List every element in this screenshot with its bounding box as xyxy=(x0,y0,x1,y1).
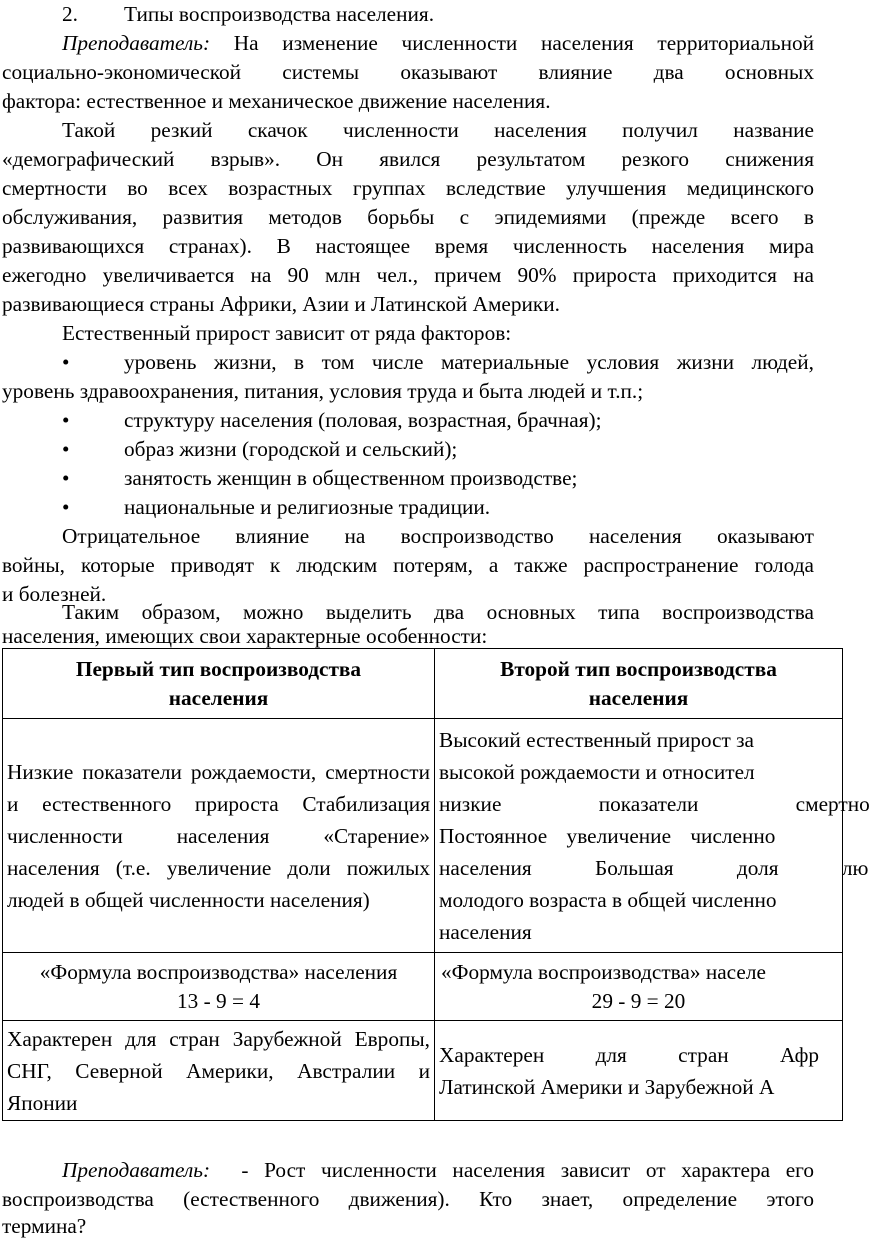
para1-text: На изменение численности населения территориальной xyxy=(233,31,815,55)
para6-text: - Рост численности населения зависит от характера его xyxy=(241,1158,815,1182)
para6-line2: воспроизводства (естественного движения). Кто знает, определение этого xyxy=(2,1187,814,1211)
para2-line3: смертности во всех возрастных группах вследствие улучшения медицинского xyxy=(2,176,814,200)
type2-regions-line: Латинской Америки и Зарубежной А xyxy=(439,1074,775,1099)
type2-regions-line: Характерен для стран Афр xyxy=(439,1042,820,1067)
bullet3: образ жизни (городской и сельский); xyxy=(124,437,458,461)
formula-label: «Формула воспроизводства» населе xyxy=(441,959,766,984)
type2-characteristics xyxy=(435,719,870,953)
para3: Естественный прирост зависит от ряда факторов: xyxy=(62,321,512,345)
para6-line3: термина? xyxy=(2,1214,87,1238)
type1-characteristics: Низкие показатели рождаемости, смертности и естественного прироста Стабилизация численности населения «Старение» населения (т.е. увеличение доли пожилых людей в общей численности населения) xyxy=(3,719,435,953)
table-row xyxy=(3,953,843,1021)
bullet-symbol: • xyxy=(62,495,70,519)
table-row xyxy=(3,719,843,953)
formula-value: 13 - 9 = 4 xyxy=(177,988,260,1013)
type2-char-line: молодого возраста в общей численно xyxy=(439,887,777,912)
para5-line1: Таким образом, можно выделить два основных типа воспроизводства xyxy=(62,600,814,624)
para2-line5: развивающихся странах). В настоящее время численность населения мира xyxy=(2,234,814,258)
para5-line2: населения, имеющих свои характерные особенности: xyxy=(2,624,488,648)
header-type2-line2: населения xyxy=(588,685,689,710)
header-type2-line1: Второй тип воспроизводства xyxy=(500,656,777,681)
para4-line2: войны, которые приводят к людским потерям, а также распространение голода xyxy=(2,553,814,577)
bullet-symbol: • xyxy=(62,408,70,432)
bullet-symbol: • xyxy=(62,437,70,461)
section-number: 2. xyxy=(62,2,78,26)
bullet2: структуру населения (половая, возрастная, брачная); xyxy=(124,408,602,432)
type2-char-line: низкие показатели смертно xyxy=(439,791,870,816)
header-type1-line2: населения xyxy=(168,685,269,710)
type1-regions: Характерен для стран Зарубежной Европы, СНГ, Северной Америки, Австралии и Японии xyxy=(3,1021,435,1121)
para2-line1: Такой резкий скачок численности населения получил название xyxy=(62,118,814,142)
bullet-symbol: • xyxy=(62,350,70,374)
bullet-symbol: • xyxy=(62,466,70,490)
formula-value: 29 - 9 = 20 xyxy=(591,988,686,1013)
bullet1-line1: уровень жизни, в том числе материальные условия жизни людей, xyxy=(124,350,814,374)
para1-line3: фактора: естественное и механическое движение населения. xyxy=(2,89,551,113)
formula-label: «Формула воспроизводства» населения xyxy=(39,959,398,984)
type1-formula xyxy=(3,953,435,1021)
bullet4: занятость женщин в общественном производстве; xyxy=(124,466,578,490)
section-title: Типы воспроизводства населения. xyxy=(124,2,435,26)
para2-line4: обслуживания, развития методов борьбы с эпидемиями (прежде всего в xyxy=(2,205,814,229)
type2-regions xyxy=(435,1021,843,1121)
type2-char-line: населения Большая доля лю xyxy=(439,855,869,880)
table-header-row xyxy=(3,649,843,719)
para2-line6: ежегодно увеличивается на 90 млн чел., причем 90% прироста приходится на xyxy=(2,263,814,287)
para4-line3: и болезней. xyxy=(2,582,107,606)
header-type1-line1: Первый тип воспроизводства xyxy=(75,656,362,681)
speaker-label: Преподаватель: xyxy=(62,31,211,55)
para1-line2: социально-экономической системы оказывают влияние два основных xyxy=(2,60,814,84)
para2-line7: развивающиеся страны Африки, Азии и Латинской Америки. xyxy=(2,292,561,316)
bullet5: национальные и религиозные традиции. xyxy=(124,495,491,519)
speaker-label: Преподаватель: xyxy=(62,1158,211,1182)
para4-line1: Отрицательное влияние на воспроизводство населения оказывают xyxy=(62,524,814,548)
type2-char-line: Постоянное увеличение численно xyxy=(439,823,776,848)
para1-line1 xyxy=(62,29,814,58)
type2-char-line: Высокий естественный прирост за xyxy=(439,727,754,752)
header-cell-type1 xyxy=(3,649,435,719)
para2-line2: «демографический взрыв». Он явился результатом резкого снижения xyxy=(2,147,814,171)
bullet1-line2: уровень здравоохранения, питания, условия труда и быта людей и т.п.; xyxy=(2,379,644,403)
reproduction-types-table xyxy=(2,648,870,1121)
header-cell-type2 xyxy=(435,649,843,719)
table-row xyxy=(3,1021,843,1121)
para6-line1 xyxy=(62,1156,814,1185)
type2-char-line: высокой рождаемости и относител xyxy=(439,759,755,784)
type2-char-line: населения xyxy=(439,919,532,944)
type2-formula xyxy=(435,953,843,1021)
